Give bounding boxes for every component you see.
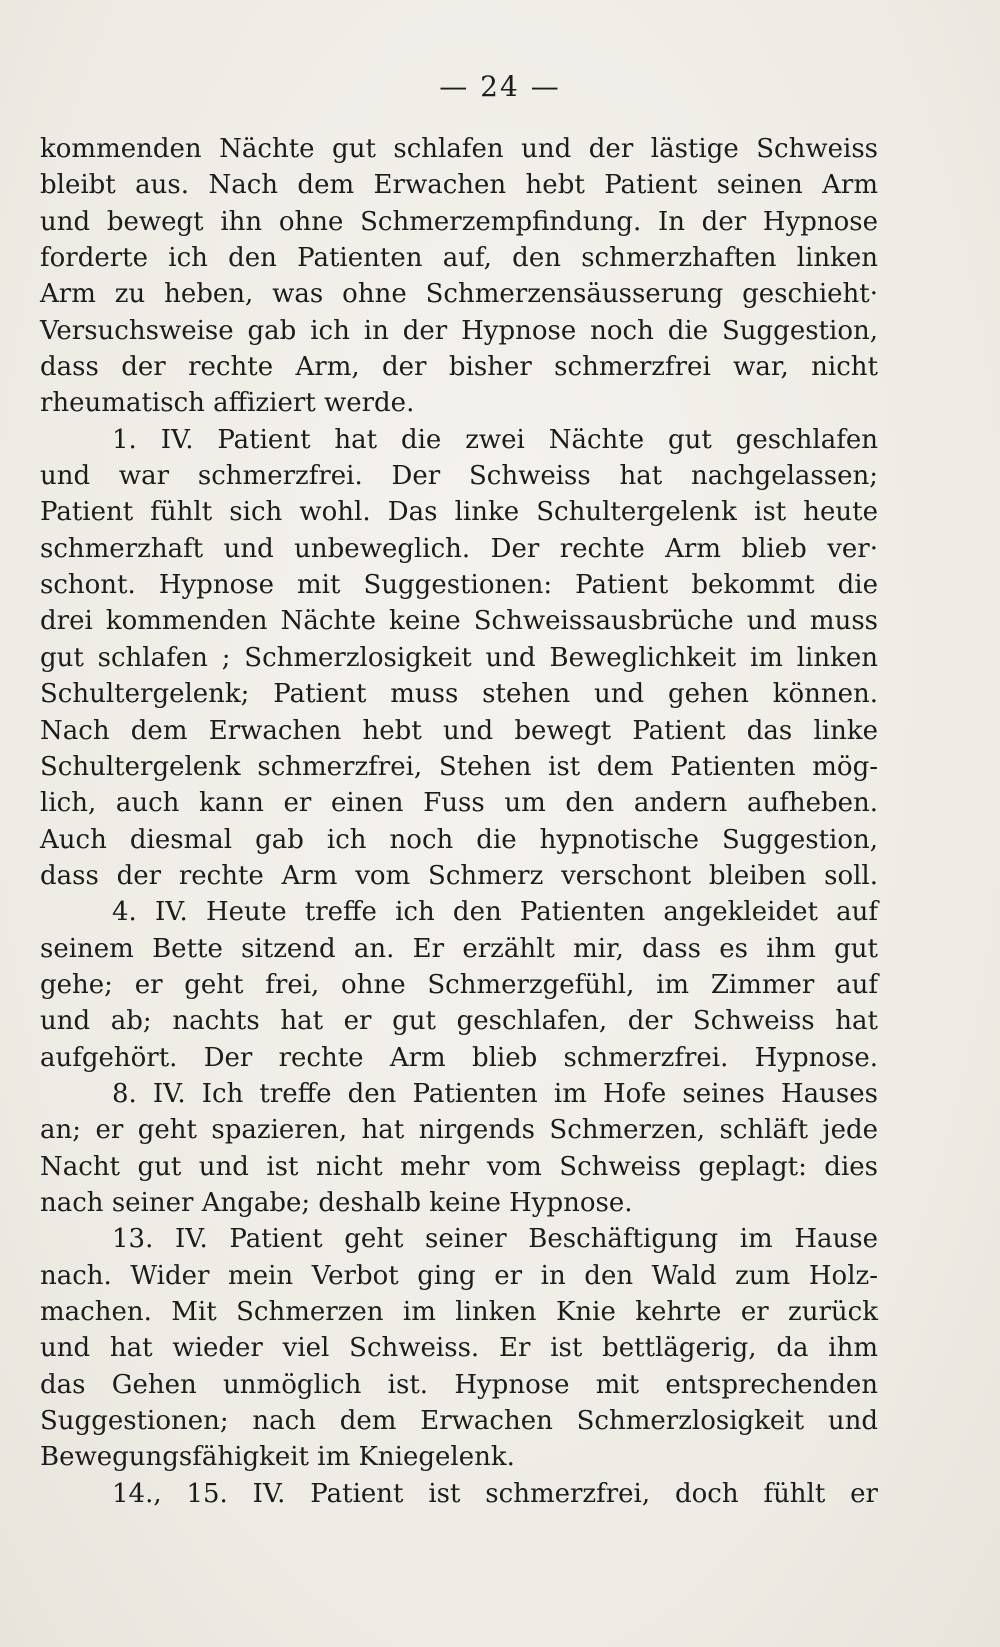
text-line: 13. IV. Patient geht seiner Beschäftigung im Hause [112, 1224, 878, 1255]
text-line: Versuchsweise gab ich in der Hypnose noch die Suggestion, [40, 315, 878, 346]
text-line: gut schlafen ; Schmerzlosigkeit und Beweglichkeit im linken [40, 642, 878, 673]
text-line: dass der rechte Arm, der bisher schmerzfrei war, nicht [40, 352, 878, 383]
text-line: Nach dem Erwachen hebt und bewegt Patient das linke [40, 715, 878, 746]
text-line: 1. IV. Patient hat die zwei Nächte gut geschlafen [112, 424, 878, 455]
text-line: lich, auch kann er einen Fuss um den andern aufheben. [40, 788, 878, 819]
page-number: — 24 — [439, 70, 561, 103]
text-line: seinem Bette sitzend an. Er erzählt mir, dass es ihm gut [40, 933, 878, 964]
text-line: Nacht gut und ist nicht mehr vom Schweiss geplagt: dies [40, 1151, 878, 1182]
text-line: 8. IV. Ich treffe den Patienten im Hofe seines Hauses [112, 1078, 878, 1109]
text-line: rheumatisch affiziert werde. [40, 388, 415, 419]
text-line: und bewegt ihn ohne Schmerzempfindung. In der Hypnose [40, 206, 878, 237]
text-line: schmerzhaft und unbeweglich. Der rechte Arm blieb ver· [40, 533, 878, 564]
text-line: Auch diesmal gab ich noch die hypnotische Suggestion, [40, 824, 878, 855]
text-line: schont. Hypnose mit Suggestionen: Patient bekommt die [40, 570, 878, 601]
text-line: Schultergelenk schmerzfrei, Stehen ist dem Patienten mög- [40, 751, 878, 782]
text-line: Schultergelenk; Patient muss stehen und gehen können. [40, 679, 878, 710]
text-line: forderte ich den Patienten auf, den schmerzhaften linken [40, 243, 878, 274]
text-line: und hat wieder viel Schweiss. Er ist bettlägerig, da ihm [40, 1333, 878, 1364]
text-line: Arm zu heben, was ohne Schmerzensäusserung geschieht· [40, 279, 878, 310]
text-line: Suggestionen; nach dem Erwachen Schmerzlosigkeit und [40, 1406, 878, 1437]
text-line: machen. Mit Schmerzen im linken Knie kehrte er zurück [40, 1297, 878, 1327]
text-line: nach seiner Angabe; deshalb keine Hypnose. [40, 1187, 633, 1218]
text-line: an; er geht spazieren, hat nirgends Schmerzen, schläft jede [40, 1115, 878, 1146]
text-line: und war schmerzfrei. Der Schweiss hat nachgelassen; [40, 461, 878, 492]
body-text [40, 131, 878, 1512]
text-line: Bewegungsfähigkeit im Kniegelenk. [40, 1442, 515, 1473]
text-line: nach. Wider mein Verbot ging er in den Wald zum Holz- [40, 1260, 878, 1291]
text-line: drei kommenden Nächte keine Schweissausbrüche und muss [40, 606, 878, 637]
text-line: aufgehört. Der rechte Arm blieb schmerzfrei. Hypnose. [40, 1042, 878, 1073]
text-line: 4. IV. Heute treffe ich den Patienten angekleidet auf [112, 897, 878, 928]
text-line: dass der rechte Arm vom Schmerz verschont bleiben soll. [40, 860, 878, 891]
text-line: das Gehen unmöglich ist. Hypnose mit entsprechenden [40, 1369, 878, 1400]
text-line: bleibt aus. Nach dem Erwachen hebt Patient seinen Arm [40, 170, 878, 201]
text-line: Patient fühlt sich wohl. Das linke Schultergelenk ist heute [40, 497, 878, 528]
text-line: und ab; nachts hat er gut geschlafen, der Schweiss hat [40, 1006, 878, 1037]
text-line: 14., 15. IV. Patient ist schmerzfrei, doch fühlt er [112, 1478, 878, 1509]
text-line: kommenden Nächte gut schlafen und der lästige Schweiss [40, 134, 878, 164]
text-line: gehe; er geht frei, ohne Schmerzgefühl, im Zimmer auf [40, 969, 878, 1000]
